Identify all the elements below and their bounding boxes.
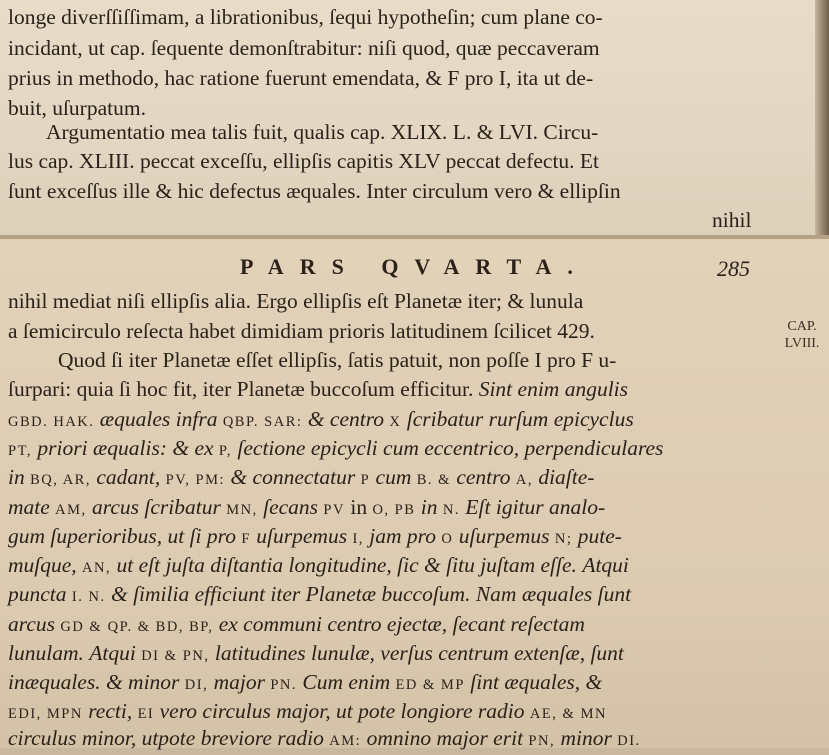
text-run: pute- (577, 524, 622, 548)
text-line: Argumentatio mea talis fuit, qualis cap. XLIX. L. & LVI. Circu- (46, 120, 599, 144)
text-run: recti, (88, 699, 133, 723)
text-run: N. (442, 502, 461, 518)
page-number: 285 (717, 256, 750, 281)
text-run: circulus minor, utpote breviore radio (8, 726, 324, 750)
text-run: ED & MP (395, 677, 465, 693)
text-run: P, (218, 443, 233, 459)
text-run: I, (352, 531, 364, 547)
text-run: X (389, 414, 402, 430)
text-run: gum ſuperioribus, ut ſi pro (8, 524, 236, 548)
text-run: EDI, MPN (8, 706, 83, 722)
text-run: PV, PM: (165, 472, 226, 488)
text-line: incidant, ut cap. ſequente demonſtrabitur: niſi quod, quæ peccaveram (8, 36, 600, 60)
text-run: ſecans (263, 495, 319, 519)
text-run: Nam æquales ſunt (475, 582, 632, 606)
text-run: priori æqualis: & ex (37, 436, 214, 460)
text-line (8, 375, 628, 403)
text-run: DI. (617, 733, 641, 749)
running-head: PARS QVARTA. (240, 254, 589, 279)
text-run: in (8, 465, 25, 489)
text-run: O, PB (372, 502, 416, 518)
text-run: vero circulus major, ut pote longiore radio (159, 699, 525, 723)
text-run: uſurpemus (256, 524, 348, 548)
text-run: diaſte- (538, 465, 595, 489)
text-run: DI, (184, 677, 209, 693)
text-line (8, 610, 585, 641)
margin-note (778, 318, 826, 352)
text-run: ſint æquales, & (470, 670, 603, 694)
text-run: AN, (82, 560, 112, 576)
text-run: jam pro (369, 524, 436, 548)
text-run: ut eſt juſta diſtantia longitudine, ſic & ſitu juſtam eſſe. (116, 553, 577, 577)
catchword: nihil (712, 208, 752, 232)
text-run: AM, (55, 502, 87, 518)
text-run: omnino major erit (366, 726, 524, 750)
book-gutter (815, 0, 829, 237)
text-run: PN, (528, 733, 556, 749)
text-line (8, 405, 634, 436)
text-run: mate (8, 495, 50, 519)
text-run: N; (554, 531, 573, 547)
text-run: PT, (8, 443, 32, 459)
text-run: A, (515, 472, 533, 488)
text-run: QP. & BD, BP, (107, 619, 214, 635)
text-run: & centro (307, 407, 385, 431)
text-line (8, 639, 624, 670)
text-run: ſectione epicycli cum eccentrico, perpendiculares (237, 436, 664, 460)
text-run: PN. (270, 677, 298, 693)
text-run: Atqui (89, 641, 136, 665)
text-run: B. & (416, 472, 451, 488)
text-run: ſcribatur rurſum epicyclus (406, 407, 634, 431)
text-run: DI & (141, 648, 178, 664)
text-run: AM: (329, 733, 362, 749)
text-run: O (441, 531, 454, 547)
text-run: EI (137, 706, 155, 722)
text-run: BQ, AR, (30, 472, 91, 488)
text-line (8, 580, 631, 611)
text-line: buit, uſurpatum. (8, 96, 146, 120)
text-run: in (420, 495, 438, 519)
text-run: I. N. (71, 589, 106, 605)
text-run: in (350, 495, 368, 519)
text-run: Atqui (582, 553, 629, 577)
text-line (8, 551, 629, 582)
text-line (8, 724, 641, 755)
text-line: longe diverſſiſſimam, a librationibus, ſequi hypotheſin; cum plane co- (8, 5, 603, 29)
margin-note-line: CAP. (787, 319, 817, 334)
margin-note-line: LVIII. (784, 336, 820, 351)
text-run: puncta (8, 582, 67, 606)
text-run: Cum enim (302, 670, 391, 694)
text-run: F (241, 531, 251, 547)
text-line (8, 463, 594, 494)
text-line: lus cap. XLIII. peccat exceſſu, ellipſis capitis XLV peccat defectu. Et (8, 149, 600, 173)
text-line (8, 668, 602, 699)
text-run: MN, (226, 502, 258, 518)
text-run: lunulam. (8, 641, 84, 665)
text-run: Sint enim angulis (478, 377, 629, 401)
text-run: PN, (182, 648, 210, 664)
text-run: cum (375, 465, 412, 489)
text-run: ex communi centro ejectæ, ſecant reſectam (218, 612, 585, 636)
text-line: Quod ſi iter Planetæ eſſet ellipſis, ſatis patuit, non poſſe I pro F u- (58, 348, 617, 372)
text-run: major (213, 670, 265, 694)
text-line: a ſemicirculo reſecta habet dimidiam prioris latitudinem ſcilicet 429. (8, 319, 595, 343)
text-run: & ſimilia efficiunt iter Planetæ buccoſum. (110, 582, 471, 606)
text-run: uſurpemus (458, 524, 550, 548)
text-run: AE, & (529, 706, 576, 722)
text-run: P (360, 472, 371, 488)
text-run: QBP. SAR: (222, 414, 303, 430)
text-run: & connectatur (230, 465, 356, 489)
text-line: prius in methodo, hac ratione fuerunt emendata, & F pro I, ita ut de- (8, 66, 594, 90)
text-run: GD & (60, 619, 103, 635)
text-run: muſque, (8, 553, 77, 577)
page-boundary (0, 235, 829, 239)
text-run: arcus ſcribatur (92, 495, 221, 519)
text-run: ſurpari: quia ſi hoc fit, iter Planetæ buccoſum efficitur. (8, 377, 474, 401)
text-run: GBD. HAK. (8, 414, 95, 430)
text-line: nihil mediat niſi ellipſis alia. Ergo ellipſis eſt Planetæ iter; & lunula (8, 289, 584, 313)
text-run: arcus (8, 612, 55, 636)
text-line: ſunt exceſſus ille & hic defectus æquales. Inter circulum vero & ellipſin (8, 179, 621, 203)
text-run: æquales infra (99, 407, 218, 431)
text-run: inæquales. & minor (8, 670, 180, 694)
text-line (8, 493, 605, 524)
text-run: Eſt igitur analo- (465, 495, 606, 519)
text-line (8, 522, 622, 553)
text-run: minor (560, 726, 612, 750)
text-run: MN (580, 706, 607, 722)
text-line (8, 434, 663, 465)
text-run: cadant, (96, 465, 161, 489)
text-run: latitudines lunulæ, verſus centrum extenſæ, ſunt (214, 641, 624, 665)
text-run: centro (456, 465, 511, 489)
text-run: PV (323, 502, 345, 518)
